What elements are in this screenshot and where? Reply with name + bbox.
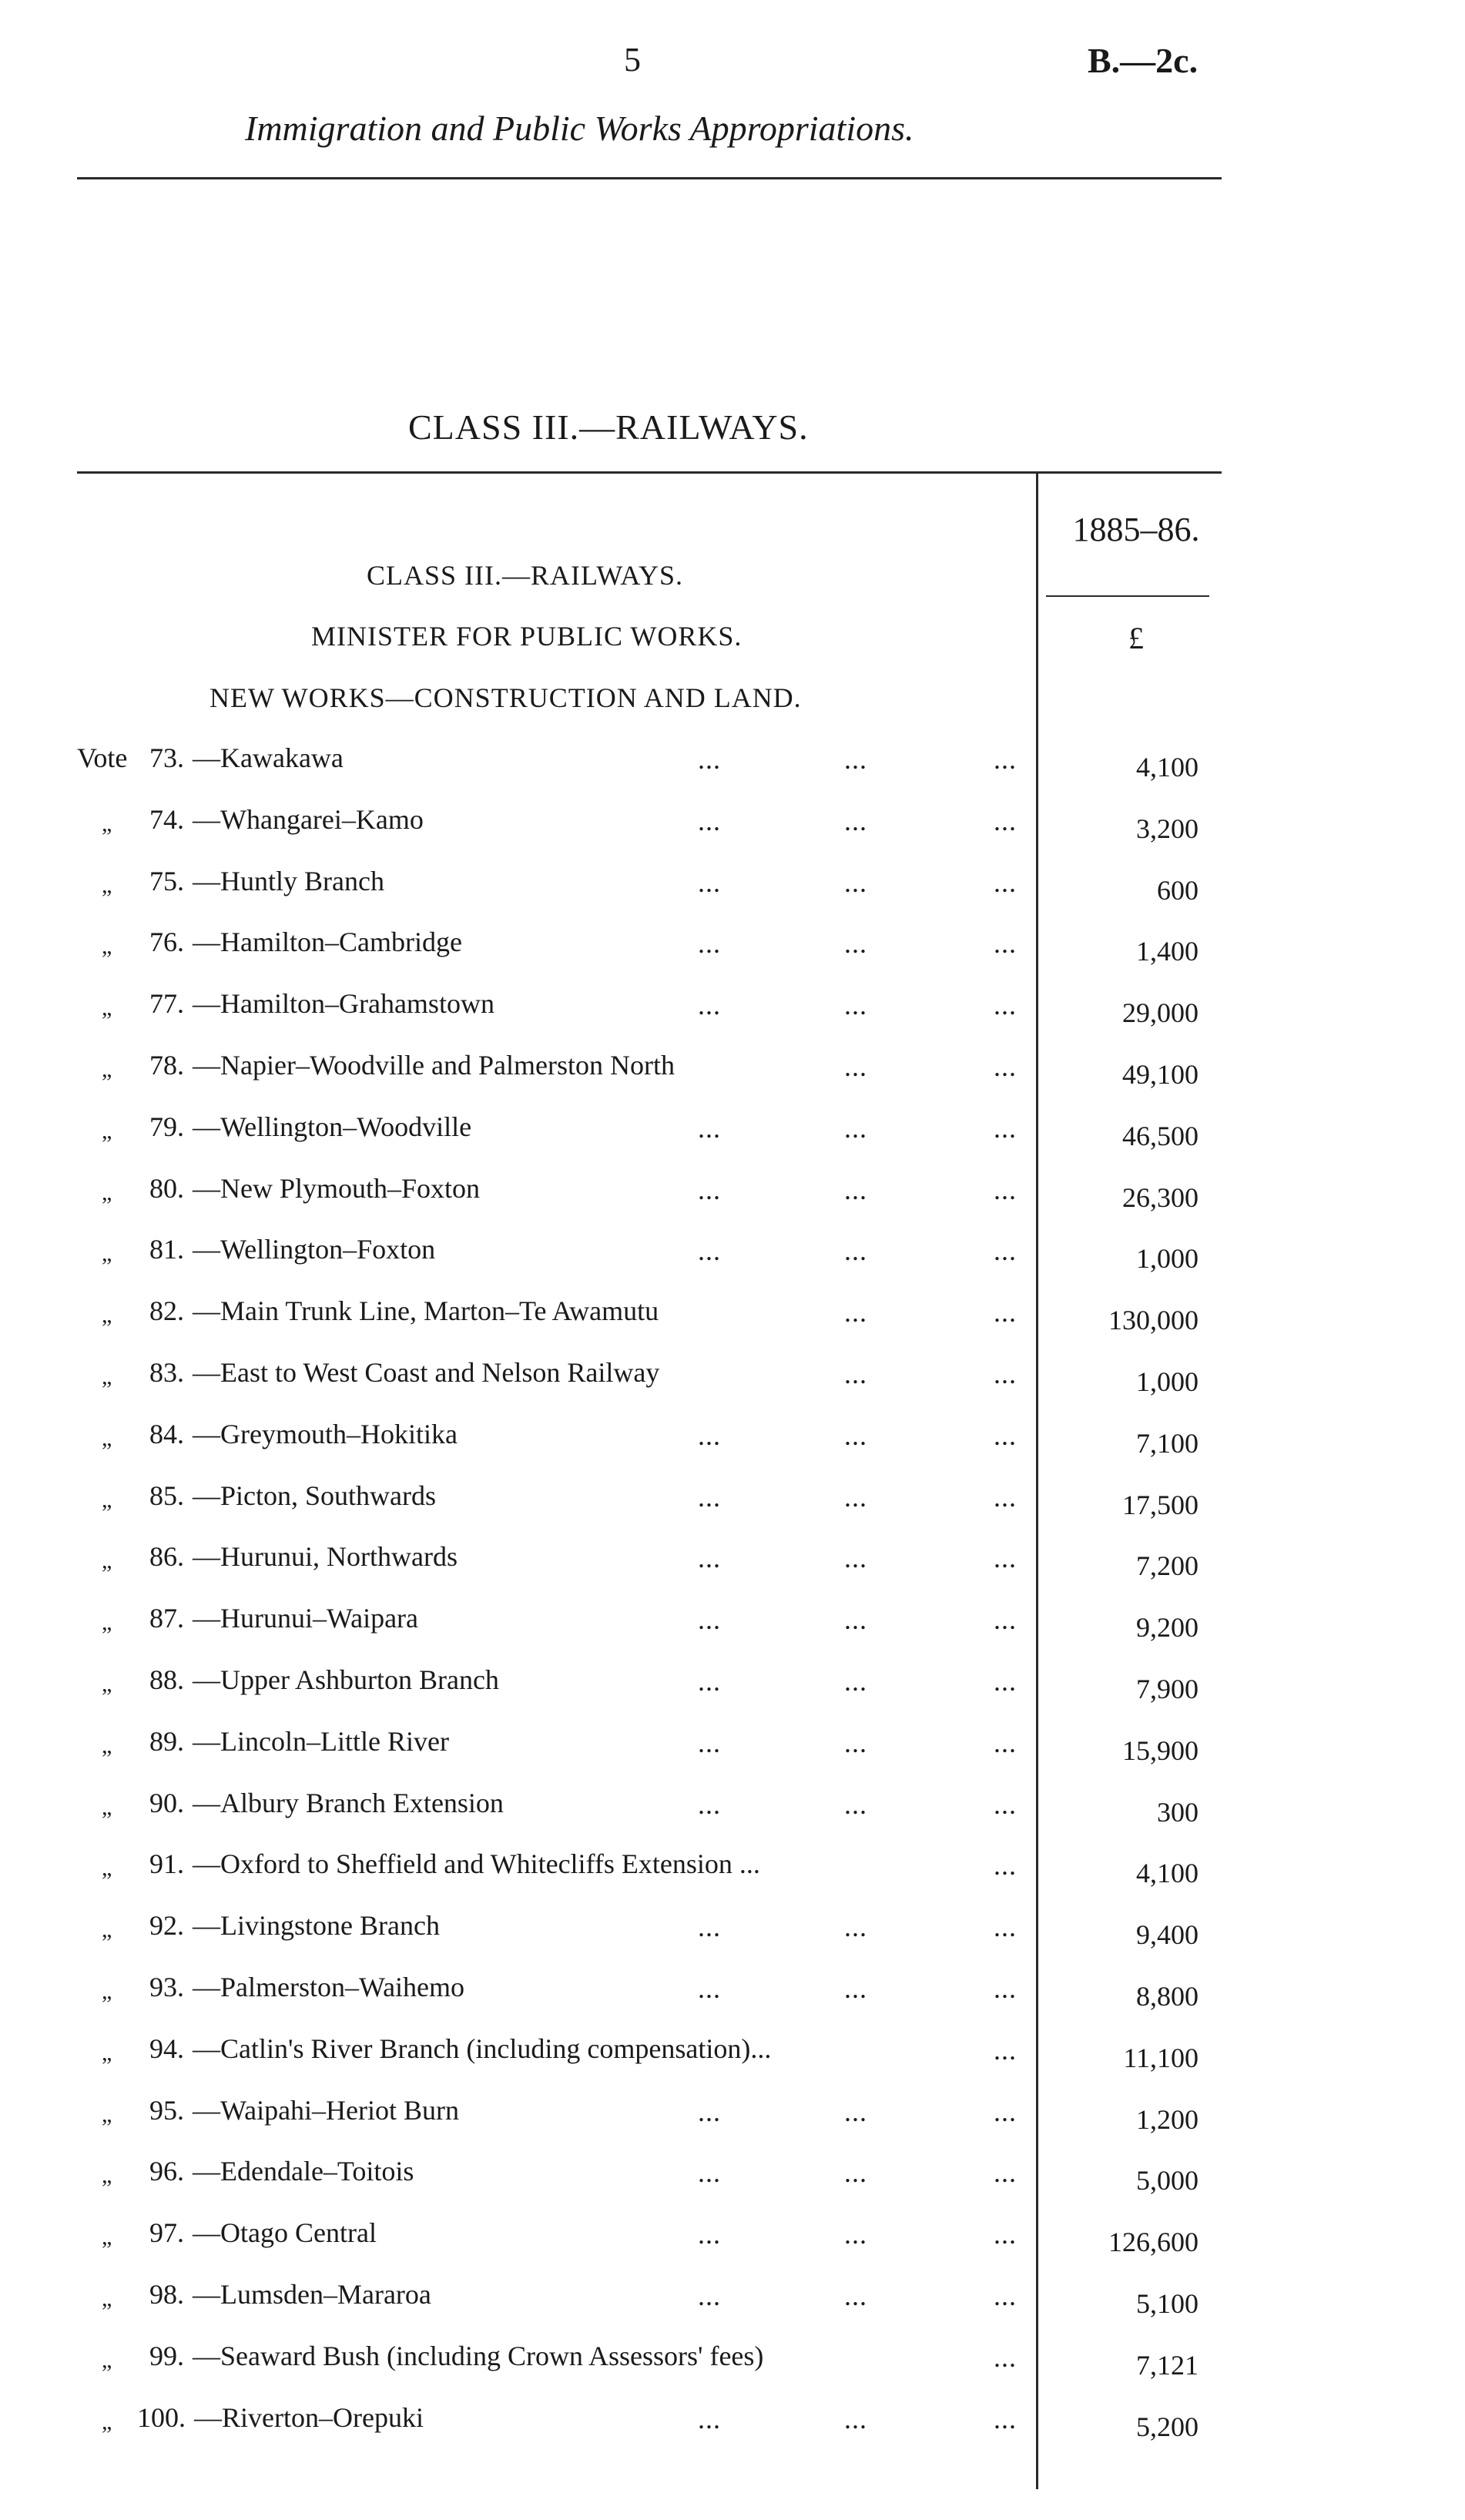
vote-number: 74. [149, 803, 184, 835]
dot-leader: ... [994, 2219, 1017, 2250]
dot-leader: ... [994, 805, 1017, 836]
vote-amount: 4,100 [1136, 1858, 1198, 1889]
vote-name: —Lumsden–Mararoa [193, 2278, 431, 2310]
minister-heading: MINISTER FOR PUBLIC WORKS. [311, 621, 743, 652]
dot-leader: ... [844, 1788, 867, 1820]
vote-amount: 46,500 [1122, 1120, 1198, 1151]
dot-leader: ... [994, 2157, 1017, 2189]
vote-number: 87. [149, 1603, 184, 1634]
dot-leader: ... [994, 990, 1017, 1021]
dot-leader: ... [844, 1912, 867, 1943]
vote-amount: 8,800 [1136, 1980, 1198, 2012]
dot-leader: ... [844, 1604, 867, 1636]
ditto-mark: „ [102, 1056, 112, 1082]
dot-leader: ... [844, 1297, 867, 1329]
currency-symbol: £ [1128, 621, 1144, 655]
vote-number: 91. [149, 1848, 184, 1880]
vote-name: —Huntly Branch [193, 865, 384, 896]
ditto-mark: „ [102, 2163, 112, 2189]
vote-number: 85. [149, 1479, 184, 1511]
table-row [0, 1725, 1465, 1787]
vote-amount: 11,100 [1123, 2042, 1198, 2073]
ditto-mark: „ [102, 1118, 112, 1144]
vote-number: 77. [149, 988, 184, 1020]
vote-amount: 3,200 [1136, 813, 1198, 844]
dot-leader: ... [844, 928, 867, 960]
dot-leader: ... [994, 1850, 1017, 1882]
vote-amount: 5,000 [1136, 2165, 1198, 2197]
table-row [0, 803, 1465, 865]
ditto-mark: „ [102, 1855, 112, 1882]
dot-leader: ... [698, 1665, 721, 1697]
ditto-mark: „ [102, 2408, 112, 2435]
dot-leader: ... [994, 1297, 1017, 1329]
vote-number: 98. [149, 2278, 184, 2310]
dot-leader: ... [698, 1235, 721, 1267]
vote-name: —Livingstone Branch [193, 1910, 440, 1942]
ditto-mark: „ [102, 2347, 112, 2373]
table-row [0, 1418, 1465, 1479]
dot-leader: ... [994, 928, 1017, 960]
vote-number: 80. [149, 1172, 184, 1204]
dot-leader: ... [698, 1972, 721, 2004]
vote-number: 75. [149, 865, 184, 896]
dot-leader: ... [698, 1112, 721, 1144]
dot-leader: ... [698, 2280, 721, 2311]
dot-leader: ... [994, 1235, 1017, 1267]
vote-name: —Waipahi–Heriot Burn [193, 2094, 460, 2126]
dot-leader: ... [994, 2341, 1017, 2373]
vote-name: —Greymouth–Hokitika [193, 1418, 458, 1449]
table-row [0, 865, 1465, 927]
dot-leader: ... [994, 1604, 1017, 1636]
dot-leader: ... [844, 1419, 867, 1451]
ditto-mark: „ [102, 810, 112, 836]
ditto-mark: „ [102, 1917, 112, 1943]
vote-name: —Picton, Southwards [193, 1479, 437, 1511]
vote-amount: 1,000 [1136, 1243, 1198, 1275]
document-reference: B.—2c. [1088, 41, 1198, 80]
works-heading: NEW WORKS—CONSTRUCTION AND LAND. [210, 682, 802, 713]
ditto-mark: „ [102, 2101, 112, 2127]
ditto-mark: „ [102, 1425, 112, 1451]
dot-leader: ... [994, 866, 1017, 898]
vote-amount: 600 [1157, 874, 1198, 906]
ditto-mark: „ [102, 1363, 112, 1389]
vote-number: 90. [149, 1787, 184, 1818]
dot-leader: ... [698, 2219, 721, 2250]
vote-name: —Lincoln–Little River [193, 1725, 449, 1757]
vote-amount: 15,900 [1122, 1734, 1198, 1766]
vote-amount: 7,121 [1136, 2349, 1198, 2381]
dot-leader: ... [994, 1665, 1017, 1697]
dot-leader: ... [844, 866, 867, 898]
dot-leader: ... [844, 1358, 867, 1389]
vote-name: —Whangarei–Kamo [193, 803, 424, 835]
table-row [0, 1971, 1465, 2032]
vote-amount: 7,200 [1136, 1550, 1198, 1582]
ditto-mark: „ [102, 1671, 112, 1697]
vote-number: 83. [149, 1356, 184, 1388]
ditto-mark: „ [102, 1610, 112, 1636]
ditto-mark: „ [102, 1179, 112, 1205]
table-row [0, 987, 1465, 1049]
vote-name: —Catlin's River Branch (including compensation)... [193, 2032, 772, 2064]
vote-name: —Wellington–Woodville [193, 1111, 472, 1142]
dot-leader: ... [844, 1972, 867, 2004]
vote-number: 97. [149, 2217, 184, 2249]
vote-name: —Riverton–Orepuki [194, 2401, 424, 2433]
vote-amount: 126,600 [1108, 2227, 1198, 2258]
vote-number: 94. [149, 2032, 184, 2064]
table-row [0, 1602, 1465, 1664]
dot-leader: ... [698, 1481, 721, 1513]
vote-number: 73. [149, 742, 184, 773]
ditto-mark: „ [102, 1732, 112, 1758]
dot-leader: ... [698, 1604, 721, 1636]
vote-name: —Hamilton–Cambridge [193, 927, 462, 958]
vote-name: —Main Trunk Line, Marton–Te Awamutu [193, 1295, 659, 1327]
vote-amount: 1,000 [1136, 1366, 1198, 1397]
dot-leader: ... [994, 1972, 1017, 2004]
dot-leader: ... [844, 805, 867, 836]
page-number: 5 [624, 41, 641, 79]
vote-amount: 7,100 [1136, 1427, 1198, 1459]
vote-amount: 1,400 [1136, 936, 1198, 967]
vote-amount: 7,900 [1136, 1673, 1198, 1704]
dot-leader: ... [844, 1481, 867, 1513]
vote-number: 76. [149, 927, 184, 958]
vote-amount: 300 [1157, 1796, 1198, 1828]
dot-leader: ... [844, 1112, 867, 1144]
vote-name: —Albury Branch Extension [193, 1787, 504, 1818]
vote-number: 96. [149, 2156, 184, 2187]
ditto-mark: „ [102, 872, 112, 898]
table-row [0, 1540, 1465, 1602]
class-title: CLASS III.—RAILWAYS. [408, 407, 809, 447]
ditto-mark: „ [102, 1302, 112, 1329]
vote-name: —Upper Ashburton Branch [193, 1664, 499, 1695]
vote-name: —Palmerston–Waihemo [193, 1971, 465, 2002]
vote-label: Vote [77, 742, 128, 773]
year-header-rule [1046, 595, 1209, 597]
vote-number: 88. [149, 1664, 184, 1695]
table-row [0, 2094, 1465, 2156]
table-row [0, 1848, 1465, 1909]
vote-name: —Otago Central [193, 2217, 377, 2249]
dot-leader: ... [994, 1419, 1017, 1451]
vote-amount: 1,200 [1136, 2103, 1198, 2135]
dot-leader: ... [994, 1358, 1017, 1389]
table-row [0, 1664, 1465, 1725]
year-header: 1885–86. [1072, 511, 1200, 548]
running-title: Immigration and Public Works Appropriations. [245, 109, 914, 148]
vote-number: 79. [149, 1111, 184, 1142]
dot-leader: ... [844, 2403, 867, 2435]
dot-leader: ... [844, 744, 867, 775]
dot-leader: ... [698, 1727, 721, 1758]
dot-leader: ... [844, 1727, 867, 1758]
ditto-mark: „ [102, 1794, 112, 1820]
table-row [0, 2217, 1465, 2278]
table-row [0, 2401, 1465, 2463]
dot-leader: ... [698, 1174, 721, 1205]
vote-amount: 29,000 [1122, 997, 1198, 1029]
table-row [0, 1295, 1465, 1356]
dot-leader: ... [844, 1235, 867, 1267]
ditto-mark: „ [102, 995, 112, 1021]
vote-name: —Napier–Woodville and Palmerston North [193, 1049, 675, 1081]
ditto-mark: „ [102, 2224, 112, 2250]
dot-leader: ... [844, 1665, 867, 1697]
dot-leader: ... [844, 1174, 867, 1205]
vote-name: —Edendale–Toitois [193, 2156, 414, 2187]
dot-leader: ... [698, 1543, 721, 1574]
dot-leader: ... [698, 1912, 721, 1943]
dot-leader: ... [698, 744, 721, 775]
dot-leader: ... [994, 1174, 1017, 1205]
dot-leader: ... [698, 1788, 721, 1820]
vote-amount: 49,100 [1122, 1058, 1198, 1090]
vote-amount: 5,100 [1136, 2287, 1198, 2319]
vote-amount: 130,000 [1108, 1305, 1198, 1336]
dot-leader: ... [844, 2157, 867, 2189]
ditto-mark: „ [102, 1241, 112, 1267]
dot-leader: ... [994, 1912, 1017, 1943]
dot-leader: ... [698, 2096, 721, 2127]
dot-leader: ... [698, 928, 721, 960]
dot-leader: ... [994, 1788, 1017, 1820]
dot-leader: ... [994, 2096, 1017, 2127]
vote-number: 89. [149, 1725, 184, 1757]
dot-leader: ... [994, 1727, 1017, 1758]
table-row [0, 1909, 1465, 1971]
vote-name: —New Plymouth–Foxton [193, 1172, 481, 1204]
table-row [0, 926, 1465, 987]
table-row [0, 1356, 1465, 1418]
dot-leader: ... [698, 2403, 721, 2435]
table-row [0, 742, 1465, 803]
vote-number: 100. [137, 2401, 186, 2433]
dot-leader: ... [698, 990, 721, 1021]
dot-leader: ... [698, 866, 721, 898]
table-row [0, 2340, 1465, 2401]
dot-leader: ... [994, 1481, 1017, 1513]
dot-leader: ... [844, 2280, 867, 2311]
dot-leader: ... [994, 1543, 1017, 1574]
vote-name: —Hurunui, Northwards [193, 1541, 458, 1573]
dot-leader: ... [994, 2403, 1017, 2435]
dot-leader: ... [994, 2034, 1017, 2066]
table-row [0, 2278, 1465, 2340]
vote-name: —Seaward Bush (including Crown Assessors' fees) [193, 2340, 764, 2371]
dot-leader: ... [844, 1051, 867, 1082]
dot-leader: ... [844, 2096, 867, 2127]
table-row [0, 1787, 1465, 1848]
dot-leader: ... [698, 1419, 721, 1451]
ditto-mark: „ [102, 1548, 112, 1574]
table-row [0, 1049, 1465, 1111]
ditto-mark: „ [102, 2285, 112, 2311]
dot-leader: ... [844, 1543, 867, 1574]
dot-leader: ... [994, 744, 1017, 775]
vote-number: 99. [149, 2340, 184, 2371]
dot-leader: ... [844, 990, 867, 1021]
table-row [0, 1111, 1465, 1172]
vote-number: 95. [149, 2094, 184, 2126]
vote-number: 86. [149, 1541, 184, 1573]
ditto-mark: „ [102, 1486, 112, 1513]
table-row [0, 1233, 1465, 1295]
vote-name: —East to West Coast and Nelson Railway [193, 1356, 660, 1388]
vote-number: 93. [149, 1971, 184, 2002]
vote-amount: 4,100 [1136, 752, 1198, 782]
table-row [0, 2155, 1465, 2217]
vote-name: —Wellington–Foxton [193, 1234, 436, 1265]
vote-name: —Hamilton–Grahamstown [193, 988, 494, 1020]
dot-leader: ... [994, 2280, 1017, 2311]
vote-number: 92. [149, 1910, 184, 1942]
dot-leader: ... [994, 1051, 1017, 1082]
class-heading: CLASS III.—RAILWAYS. [367, 560, 684, 591]
ditto-mark: „ [102, 2039, 112, 2066]
vote-number: 78. [149, 1049, 184, 1081]
header-rule [77, 177, 1222, 179]
dot-leader: ... [698, 2157, 721, 2189]
dot-leader: ... [994, 1112, 1017, 1144]
vote-number: 81. [149, 1234, 184, 1265]
vote-amount: 17,500 [1122, 1489, 1198, 1520]
vote-rows [0, 742, 1465, 2462]
vote-number: 84. [149, 1418, 184, 1449]
vote-amount: 9,400 [1136, 1919, 1198, 1951]
vote-name: —Oxford to Sheffield and Whitecliffs Extension ... [193, 1848, 760, 1880]
dot-leader: ... [844, 2219, 867, 2250]
vote-name: —Hurunui–Waipara [193, 1603, 419, 1634]
vote-amount: 9,200 [1136, 1612, 1198, 1644]
dot-leader: ... [698, 805, 721, 836]
ditto-mark: „ [102, 1978, 112, 2004]
table-top-rule [77, 471, 1222, 474]
vote-name: —Kawakawa [193, 742, 344, 773]
vote-amount: 26,300 [1122, 1181, 1198, 1213]
table-row [0, 1479, 1465, 1541]
table-row [0, 2032, 1465, 2094]
vote-amount: 5,200 [1136, 2411, 1198, 2442]
table-row [0, 1172, 1465, 1234]
vote-number: 82. [149, 1295, 184, 1327]
ditto-mark: „ [102, 933, 112, 960]
